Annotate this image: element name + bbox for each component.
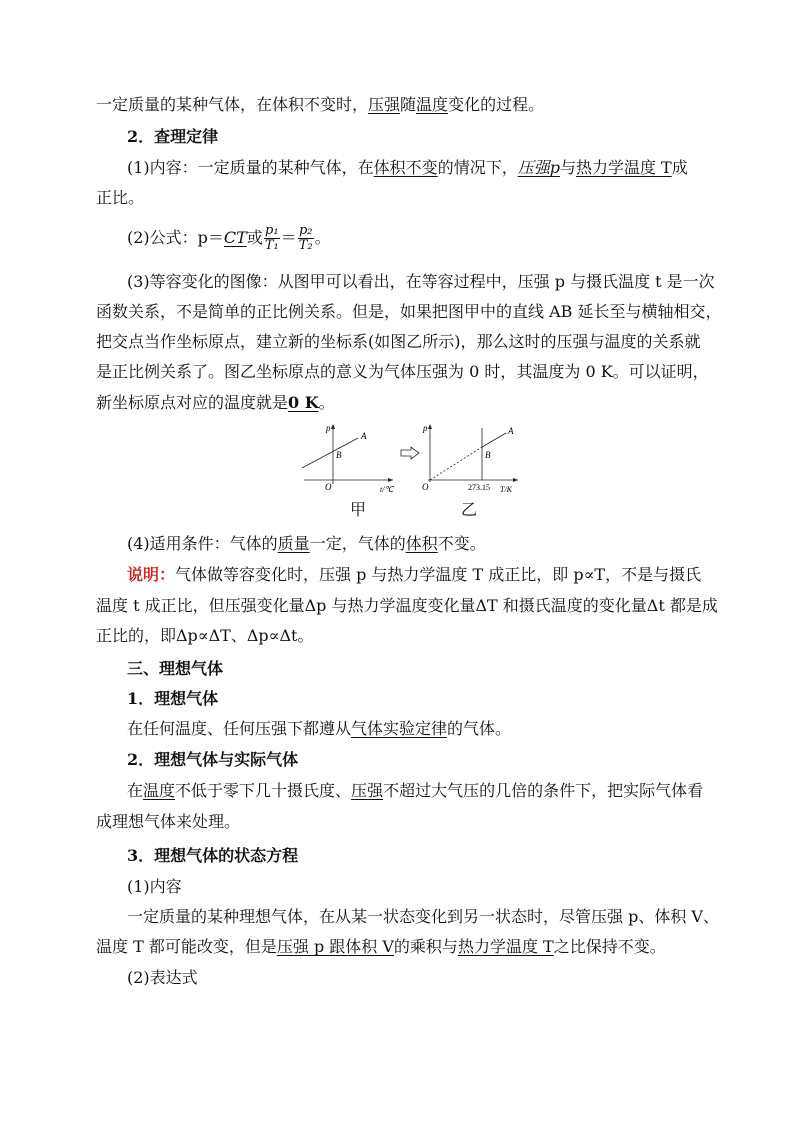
text-graph-4: 是正比例关系了。图乙坐标原点的意义为气体压强为 0 时，其温度为 0 K。可以证明， [96, 362, 709, 381]
fraction-p2-t2: $\frac{\text{p₂}}{\text{T₂}}$ [298, 223, 313, 253]
jia-b-label: B [336, 450, 342, 460]
text-real-1: 在温度不低于零下几十摄氏度、压强不超过大气压的几倍的条件下，把实际气体看 [127, 781, 704, 800]
text-graph-3: 把交点当作坐标原点，建立新的坐标系(如图乙所示)，那么这时的压强与温度的关系就 [96, 332, 701, 351]
yi-o-label: O [422, 482, 429, 492]
fraction-p1-t1: $\frac{\text{p₁}}{\text{T₁}}$ [264, 223, 279, 253]
yi-line-dashed [430, 447, 482, 480]
heading-ideal-gas: 1．理想气体 [127, 689, 219, 708]
jia-p-label: p [326, 423, 331, 433]
text-isochoric-definition: 一定质量的某种气体，在体积不变时，压强随温度变化的过程。 [96, 95, 545, 114]
note-tag: 说明： [127, 565, 176, 584]
text-graph-1: (3)等容变化的图像：从图甲可以看出，在等容过程中，压强 p 与摄氏温度 t 是一次 [127, 272, 715, 291]
yi-line-ab [482, 433, 506, 447]
text-note-3: 正比的，即Δp∝ΔT、Δp∝Δt。 [96, 626, 314, 645]
text-state-expression-label: (2)表达式 [127, 968, 198, 987]
text-state-1: 一定质量的某种理想气体，在从某一状态变化到另一状态时，尽管压强 p、体积 V、 [127, 907, 719, 926]
text-note-2: 温度 t 成正比，但压强变化量Δp 与热力学温度变化量ΔT 和摄氏温度的变化量Δt 都是成 [96, 596, 718, 615]
jia-o-label: O [325, 482, 332, 492]
transform-arrow-icon [401, 447, 419, 459]
yi-p-label: p [423, 423, 428, 433]
text-law-content-cont: 正比。 [96, 188, 145, 207]
yi-axis-label: T/K [500, 485, 513, 494]
heading-charles-law: 2．查理定律 [127, 127, 219, 146]
text-state-content-label: (1)内容 [127, 877, 182, 896]
yi-b-label: B [485, 450, 491, 460]
figure-label-yi: 乙 [461, 500, 478, 519]
text-graph-2: 函数关系，不是简单的正比例关系。但是，如果把图甲中的直线 AB 延长至与横轴相交， [96, 302, 722, 321]
jia-a-label: A [361, 431, 367, 441]
text-graph-5: 新坐标原点对应的温度就是0 K。 [96, 393, 335, 412]
yi-a-label: A [508, 426, 514, 436]
text-formula: (2)公式：p＝CT或 $\frac{\text{p₁}}{\text{T₁}}$ ＝ $\frac{\text{p₂}}{\text{T₂}}$ 。 [127, 223, 331, 253]
graphs-svg [298, 420, 520, 495]
text-real-2: 成理想气体来处理。 [96, 812, 241, 831]
text-law-content: (1)内容：一定质量的某种气体，在体积不变的情况下，压强p与热力学温度 T成 [127, 158, 688, 177]
text-ideal-definition: 在任何温度、任何压强下都遵从气体实验定律的气体。 [127, 719, 512, 738]
text-note-1: 说明：气体做等容变化时，压强 p 与热力学温度 T 成正比，即 p∝T，不是与摄氏 [127, 565, 702, 584]
heading-ideal-vs-real: 2．理想气体与实际气体 [127, 750, 299, 769]
text-conditions: (4)适用条件：气体的质量一定，气体的体积不变。 [127, 534, 486, 553]
jia-axis-label: t/℃ [380, 485, 394, 494]
isochoric-graphs-figure [298, 420, 520, 520]
jia-line-ab [302, 438, 358, 468]
text-state-2: 温度 T 都可能改变，但是压强 p 跟体积 V的乘积与热力学温度 T之比保持不变。 [96, 937, 666, 956]
yi-tick-label: 273.15 [468, 483, 490, 492]
heading-state-equation: 3．理想气体的状态方程 [127, 846, 299, 865]
figure-label-jia: 甲 [350, 500, 367, 519]
section-ideal-gas: 三、理想气体 [127, 659, 224, 678]
